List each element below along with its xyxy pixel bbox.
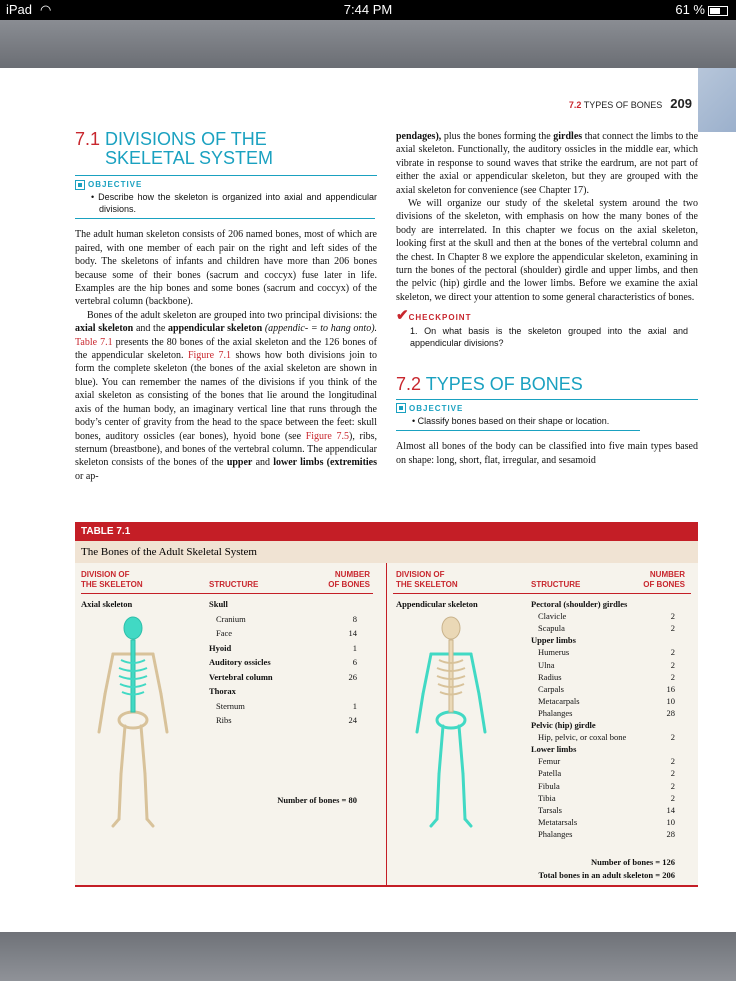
para-divisions: Bones of the adult skeleton are grouped into two principal divisions: the axial skeleton and the appendicular skeleton (appendic- = to hang onto). Table 7.1 presents the 80 bones of the axial skeleton and the 126 bones of the appendicular skeleton. Figure 7.1 shows how both divisions join to form the complete skeleton (the bones of the axial skeleton are shown in blue). You can remember the names of the divisions if you think of the axial skeleton as consisting of the bones that lie around the longitudinal axis of the human body, an imaginary vertical line that runs through the body’s center of gravity from the head to the space between the feet: skull bones, auditory ossicles (ear bones), hyoid bone (see Figure 7.5), ribs, sternum (breastbone), and bones of the vertebral column. The appendicular skeleton consists of the bones of the upper and lower limbs (extremities or ap- [75,309,378,482]
table-row-count: 14 [348,628,357,638]
status-bar [0,0,736,20]
header-number-left: NUMBER OF BONES [328,570,370,589]
axial-skeleton-illustration [93,614,173,834]
table-subtitle: The Bones of the Adult Skeletal System [75,541,698,563]
appendicular-total: Number of bones = 126 [590,857,675,867]
table-row-count: 2 [670,768,675,779]
table-row-name: Fibula [538,780,560,791]
battery-indicator: 61 % [675,2,728,17]
table-row-count: 2 [670,792,675,803]
table-row-count: 2 [670,756,675,767]
section-heading-7-2: 7.2 TYPES OF BONES [396,373,583,394]
objective-text-2: • Classify bones based on their shape or location. [412,416,610,427]
table-row-count: 10 [666,816,675,827]
table-row-name: Upper limbs [531,635,576,646]
header-division-left: DIVISION OF THE SKELETON [81,570,143,589]
table-row-name: Metatarsals [538,816,578,827]
table-row-name: Hip, pelvic, or coxal bone [538,732,627,743]
table-row-count: 24 [348,715,357,725]
table-row-count: 1 [352,700,357,711]
table-row-name: Scapula [538,623,565,634]
table-row-count: 16 [666,683,675,694]
checkpoint-label: CHECKPOINT [408,313,472,323]
table-row-name: Hyoid [209,642,232,653]
table-row-count: 6 [352,657,357,667]
para-pendages: pendages), plus the bones forming the girdles that connect the limbs to the axial skeleton. Functionally, the auditory ossicles in the middle ear, which vibrate in response to sound waves that strike the eardrum, are not part of either the axial or appendicular skeleton, but they are grouped with the axial skeleton for convenience (see Chapter 17). [396,131,699,196]
figure-7-1-link[interactable]: Figure 7.1 [187,350,232,362]
table-title: TABLE 7.1 [75,522,698,541]
table-row-count: 2 [670,659,675,670]
table-row-name: Face [216,628,233,638]
table-row-name: Pectoral (shoulder) girdles [531,599,628,609]
table-row-name: Metacarpals [538,695,580,706]
objective-label-2: OBJECTIVE [409,403,464,413]
objective-label: OBJECTIVE [88,180,143,189]
table-row-name: Cranium [216,613,246,624]
table-row-name: Ulna [538,659,555,670]
table-row-count: 2 [670,780,675,791]
header-number-right: NUMBER OF BONES [643,570,685,589]
wifi-icon: ◠ [40,2,52,17]
table-row-name: Tarsals [538,804,562,815]
axial-total: Number of bones = 80 [277,795,357,805]
axial-skeleton-label: Axial skeleton [81,599,133,609]
reader-top-bar[interactable] [0,20,736,68]
table-row-name: Thorax [209,686,236,696]
header-division-right: DIVISION OF THE SKELETON [396,570,458,589]
table-row-name: Auditory ossicles [209,657,271,667]
table-row-name: Patella [538,768,562,779]
table-row-name: Ribs [216,715,232,725]
grand-total: Total bones in an adult skeleton = 206 [538,870,675,880]
section-heading-7-1: 7.1 DIVISIONS OF THE SKELETAL SYSTEM [75,129,274,168]
book-page[interactable] [0,68,736,932]
table-row-name: Tibia [538,792,556,803]
table-row-name: Carpals [538,683,564,694]
table-row-count: 2 [670,671,675,682]
table-row-count: 2 [670,623,675,634]
reader-bottom-bar[interactable] [0,932,736,981]
appendicular-skeleton-label: Appendicular skeleton [396,599,478,609]
table-row-name: Humerus [538,647,570,658]
table-row-count: 2 [670,611,675,622]
table-row-name: Pelvic (hip) girdle [531,720,596,730]
page-number: 209 [670,96,692,111]
table-row-count: 28 [666,828,675,839]
figure-7-5-link[interactable]: Figure 7.5 [305,430,349,442]
clock: 7:44 PM [343,2,393,17]
objective-icon [75,180,85,190]
running-header: 7.2 TYPES OF BONES 209 [568,96,692,111]
header-structure-left: STRUCTURE [209,580,259,589]
para-intro: The adult human skeleton consists of 206 named bones, most of which are paired, with one member of each pair on the right and left sides of the body. The skeletons of infants and children have more than 206 bones because some of their bones (sacrum and coccyx) fuse later in life. Examples are the hip bones and some bones (sacrum and coccyx) of the vertebral column (backbone). [75,229,377,308]
table-row-count: 8 [352,613,357,624]
checkpoint-question: 1. On what basis is the skeleton grouped into the axial and appendicular divisions? [410,325,688,348]
table-row-name: Sternum [216,700,245,711]
left-column [75,130,377,483]
objective-text: • Describe how the skeleton is organized into axial and appendicular divisions. [91,192,377,215]
battery-icon [708,6,728,16]
table-row-count: 2 [670,647,675,658]
table-7-1-link[interactable]: Table 7.1 [75,336,113,348]
table-row-name: Femur [538,756,561,767]
table-row-name: Clavicle [538,611,567,622]
table-row-name: Phalanges [538,828,573,839]
objective-icon-2 [396,403,406,413]
right-column [396,130,698,467]
para-organize: We will organize our study of the skeletal system around the two divisions of the skeleton, with emphasis on how the many bones of the body are interrelated. In this chapter we focus on the axial skeleton, looking first at the skull and then at the bones of the vertebral column and the chest. In Chapter 8 we explore the appendicular skeleton, examining in turn the bones of the pectoral (shoulder) girdle and upper limbs, and then the pelvic (hip) girdle and the lower limbs. Before we examine the axial skeleton, we direct your attention to some general characteristics of bones. [396,198,698,303]
table-row-name: Vertebral column [209,671,273,682]
table-divider [386,563,387,885]
appendicular-skeleton-illustration [411,614,491,834]
table-row-count: 14 [666,804,675,815]
table-row-count: 28 [666,707,675,718]
table-row-name: Radius [538,671,562,682]
table-row-name: Lower limbs [531,744,577,755]
table-row-count: 2 [670,732,675,743]
corner-image [698,68,736,132]
checkmark-icon: ✔ [396,308,409,325]
table-row-count: 26 [348,671,357,682]
table-row-name: Phalanges [538,707,573,718]
device-label: iPad [6,2,33,17]
table-row-count: 1 [352,642,357,653]
table-row-name: Skull [209,599,228,609]
table-7-1 [75,522,698,887]
table-row-count: 10 [666,695,675,706]
header-structure-right: STRUCTURE [531,580,581,589]
para-types: Almost all bones of the body can be classified into five main types based on shape: long, short, flat, irregular, and sesamoid [396,441,698,466]
